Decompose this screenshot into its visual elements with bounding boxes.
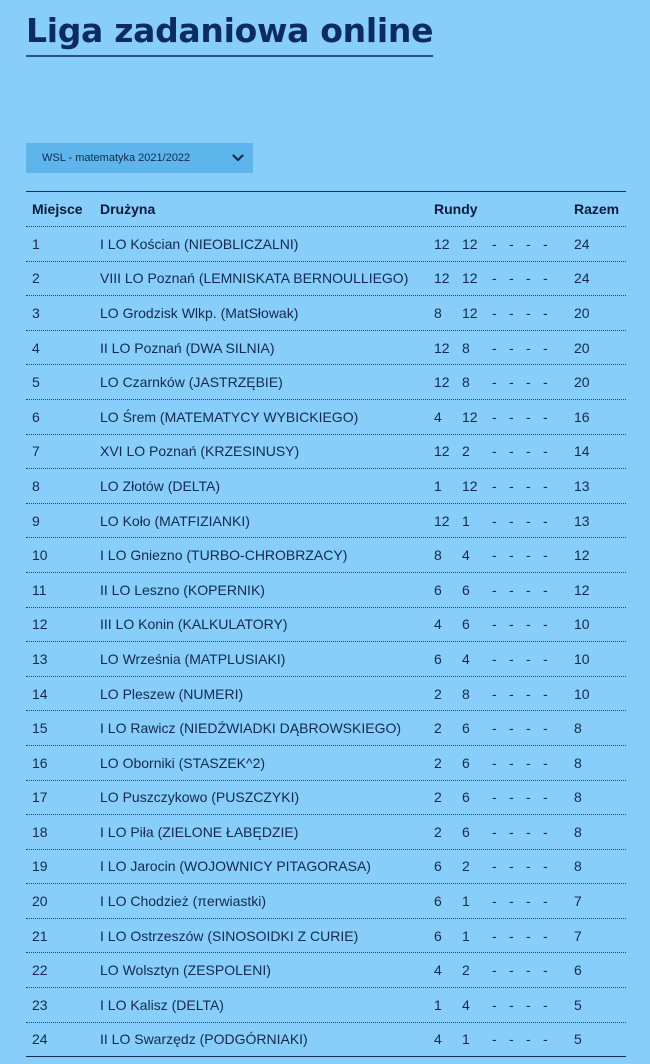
cell-round-2: 8 (462, 339, 470, 356)
cell-round-1: 12 (434, 339, 450, 356)
table-header-row (26, 192, 626, 226)
cell-round-6: - (543, 408, 548, 425)
cell-round-3: - (492, 720, 497, 737)
cell-round-4: - (509, 547, 514, 564)
cell-rounds (434, 755, 574, 771)
table-row (26, 987, 626, 1022)
standings-table (26, 191, 626, 1057)
cell-round-4: - (509, 235, 514, 252)
table-row (26, 399, 626, 434)
cell-rounds (434, 997, 574, 1013)
cell-round-5: - (526, 304, 531, 321)
cell-round-2: 4 (462, 547, 470, 564)
cell-round-3: - (492, 893, 497, 910)
cell-total: 7 (574, 927, 582, 944)
table-row (26, 261, 626, 296)
cell-round-5: - (526, 685, 531, 702)
cell-rounds (434, 513, 574, 529)
table-row (26, 849, 626, 884)
cell-round-4: - (509, 616, 514, 633)
cell-round-6: - (543, 720, 548, 737)
cell-total: 16 (574, 408, 590, 425)
table-row (26, 641, 626, 676)
cell-place: 1 (32, 235, 40, 252)
cell-round-6: - (543, 339, 548, 356)
cell-team: I LO Chodzież (πerwiastki) (100, 893, 267, 910)
cell-place: 23 (32, 996, 48, 1013)
cell-round-3: - (492, 789, 497, 806)
table-row (26, 952, 626, 987)
cell-rounds (434, 789, 574, 805)
cell-round-3: - (492, 304, 497, 321)
cell-round-6: - (543, 443, 548, 460)
cell-round-4: - (509, 477, 514, 494)
cell-place: 11 (32, 581, 47, 598)
cell-round-5: - (526, 962, 531, 979)
cell-total: 5 (574, 1031, 582, 1048)
cell-round-1: 4 (434, 962, 442, 979)
cell-round-1: 2 (434, 685, 442, 702)
cell-round-1: 6 (434, 650, 442, 667)
cell-place: 7 (32, 443, 40, 460)
cell-round-5: - (526, 374, 531, 391)
cell-round-3: - (492, 374, 497, 391)
cell-total: 24 (574, 235, 590, 252)
cell-round-5: - (526, 443, 531, 460)
cell-total: 20 (574, 304, 590, 321)
table-row (26, 745, 626, 780)
cell-round-5: - (526, 477, 531, 494)
cell-round-5: - (526, 650, 531, 667)
cell-total: 5 (574, 996, 582, 1013)
cell-total: 24 (574, 270, 590, 287)
cell-total: 8 (574, 789, 582, 806)
cell-round-2: 6 (462, 789, 470, 806)
table-row (26, 710, 626, 745)
cell-round-5: - (526, 996, 531, 1013)
cell-total: 12 (574, 581, 590, 598)
cell-round-1: 6 (434, 858, 442, 875)
cell-round-6: - (543, 685, 548, 702)
cell-place: 14 (32, 685, 48, 702)
cell-round-1: 1 (434, 477, 442, 494)
table-row (26, 364, 626, 399)
cell-place: 9 (32, 512, 40, 529)
column-header-team: Drużyna (100, 201, 156, 217)
cell-round-3: - (492, 616, 497, 633)
cell-total: 13 (574, 512, 590, 529)
cell-total: 10 (574, 685, 590, 702)
cell-team: II LO Poznań (DWA SILNIA) (100, 339, 275, 356)
cell-team: I LO Piła (ZIELONE ŁABĘDZIE) (100, 823, 299, 840)
cell-round-5: - (526, 512, 531, 529)
cell-total: 8 (574, 858, 582, 875)
cell-round-4: - (509, 408, 514, 425)
cell-rounds (434, 478, 574, 494)
cell-round-1: 12 (434, 374, 450, 391)
cell-round-2: 8 (462, 685, 470, 702)
cell-team: LO Wolsztyn (ZESPOLENI) (100, 962, 271, 979)
cell-round-6: - (543, 270, 548, 287)
cell-round-6: - (543, 927, 548, 944)
cell-round-1: 6 (434, 581, 442, 598)
table-row (26, 468, 626, 503)
cell-round-1: 12 (434, 270, 450, 287)
page-title: Liga zadaniowa online (26, 8, 433, 57)
cell-round-1: 1 (434, 996, 442, 1013)
cell-rounds (434, 962, 574, 978)
cell-round-4: - (509, 650, 514, 667)
cell-team: XVI LO Poznań (KRZESINUSY) (100, 443, 300, 460)
cell-round-3: - (492, 685, 497, 702)
cell-round-2: 8 (462, 374, 470, 391)
cell-total: 13 (574, 477, 590, 494)
cell-round-4: - (509, 443, 514, 460)
table-row (26, 780, 626, 815)
cell-round-2: 6 (462, 616, 470, 633)
cell-team: I LO Gniezno (TURBO-CHROBRZACY) (100, 547, 348, 564)
cell-round-5: - (526, 927, 531, 944)
cell-round-6: - (543, 235, 548, 252)
cell-round-4: - (509, 893, 514, 910)
cell-rounds (434, 340, 574, 356)
cell-round-6: - (543, 374, 548, 391)
cell-round-3: - (492, 858, 497, 875)
cell-round-3: - (492, 512, 497, 529)
cell-total: 14 (574, 443, 590, 460)
cell-round-1: 2 (434, 720, 442, 737)
table-row (26, 918, 626, 953)
cell-round-2: 1 (462, 927, 470, 944)
cell-round-5: - (526, 270, 531, 287)
cell-round-4: - (509, 962, 514, 979)
cell-round-1: 2 (434, 789, 442, 806)
cell-round-2: 2 (462, 962, 470, 979)
cell-place: 10 (32, 547, 48, 564)
cell-team: I LO Kalisz (DELTA) (100, 996, 224, 1013)
cell-rounds (434, 824, 574, 840)
cell-round-2: 12 (462, 270, 478, 287)
cell-total: 10 (574, 650, 590, 667)
cell-total: 12 (574, 547, 590, 564)
cell-team: II LO Leszno (KOPERNIK) (100, 581, 265, 598)
cell-round-2: 6 (462, 581, 470, 598)
column-header-place: Miejsce (32, 201, 83, 217)
cell-round-2: 12 (462, 408, 478, 425)
cell-round-5: - (526, 789, 531, 806)
cell-team: LO Koło (MATFIZIANKI) (100, 512, 250, 529)
cell-round-6: - (543, 893, 548, 910)
cell-round-3: - (492, 408, 497, 425)
cell-round-2: 6 (462, 823, 470, 840)
cell-place: 4 (32, 339, 40, 356)
cell-round-2: 6 (462, 720, 470, 737)
cell-rounds (434, 928, 574, 944)
cell-team: LO Złotów (DELTA) (100, 477, 221, 494)
cell-round-1: 6 (434, 927, 442, 944)
cell-rounds (434, 443, 574, 459)
cell-round-4: - (509, 685, 514, 702)
cell-round-5: - (526, 754, 531, 771)
cell-round-6: - (543, 1031, 548, 1048)
cell-place: 8 (32, 477, 40, 494)
cell-place: 2 (32, 270, 40, 287)
table-row (26, 330, 626, 365)
cell-team: III LO Konin (KALKULATORY) (100, 616, 288, 633)
table-row (26, 434, 626, 469)
cell-team: I LO Jarocin (WOJOWNICY PITAGORASA) (100, 858, 371, 875)
cell-place: 19 (32, 858, 48, 875)
cell-round-6: - (543, 823, 548, 840)
cell-round-4: - (509, 858, 514, 875)
cell-rounds (434, 720, 574, 736)
cell-place: 3 (32, 304, 40, 321)
cell-round-6: - (543, 650, 548, 667)
cell-round-4: - (509, 720, 514, 737)
cell-round-3: - (492, 235, 497, 252)
cell-round-3: - (492, 1031, 497, 1048)
cell-round-5: - (526, 235, 531, 252)
cell-round-2: 4 (462, 650, 470, 667)
cell-round-6: - (543, 616, 548, 633)
cell-place: 16 (32, 754, 48, 771)
cell-team: LO Oborniki (STASZEK^2) (100, 754, 266, 771)
cell-round-3: - (492, 547, 497, 564)
cell-team: LO Grodzisk Wlkp. (MatSłowak) (100, 304, 299, 321)
cell-team: LO Czarnków (JASTRZĘBIE) (100, 374, 283, 391)
cell-round-6: - (543, 858, 548, 875)
cell-round-3: - (492, 996, 497, 1013)
cell-round-5: - (526, 581, 531, 598)
cell-total: 10 (574, 616, 590, 633)
cell-total: 20 (574, 339, 590, 356)
cell-round-4: - (509, 1031, 514, 1048)
season-select[interactable] (26, 143, 253, 173)
season-select-value: WSL - matematyka 2021/2022 (42, 152, 191, 164)
cell-rounds (434, 893, 574, 909)
cell-rounds (434, 409, 574, 425)
cell-round-2: 12 (462, 477, 478, 494)
cell-total: 20 (574, 374, 590, 391)
cell-rounds (434, 374, 574, 390)
cell-round-4: - (509, 754, 514, 771)
cell-team: LO Września (MATPLUSIAKI) (100, 650, 286, 667)
cell-rounds (434, 651, 574, 667)
table-row (26, 572, 626, 607)
cell-round-6: - (543, 962, 548, 979)
cell-rounds (434, 858, 574, 874)
cell-round-4: - (509, 339, 514, 356)
table-row (26, 883, 626, 918)
cell-round-6: - (543, 789, 548, 806)
cell-round-4: - (509, 270, 514, 287)
table-row (26, 814, 626, 849)
cell-total: 7 (574, 893, 582, 910)
cell-round-6: - (543, 547, 548, 564)
cell-round-3: - (492, 927, 497, 944)
cell-place: 21 (32, 927, 48, 944)
cell-round-4: - (509, 927, 514, 944)
table-row (26, 676, 626, 711)
cell-rounds (434, 270, 574, 286)
cell-total: 8 (574, 754, 582, 771)
cell-round-2: 2 (462, 443, 470, 460)
cell-round-2: 1 (462, 512, 470, 529)
cell-round-3: - (492, 443, 497, 460)
cell-round-3: - (492, 962, 497, 979)
cell-place: 13 (32, 650, 48, 667)
cell-round-3: - (492, 754, 497, 771)
cell-round-6: - (543, 304, 548, 321)
chevron-down-icon (231, 151, 245, 165)
cell-round-1: 4 (434, 408, 442, 425)
cell-team: LO Puszczykowo (PUSZCZYKI) (100, 789, 300, 806)
cell-round-1: 12 (434, 235, 450, 252)
cell-round-3: - (492, 477, 497, 494)
cell-rounds (434, 305, 574, 321)
cell-round-2: 12 (462, 235, 478, 252)
cell-round-4: - (509, 581, 514, 598)
cell-round-2: 4 (462, 996, 470, 1013)
cell-team: I LO Ostrzeszów (SINOSOIDKI Z CURIE) (100, 927, 359, 944)
table-row (26, 295, 626, 330)
cell-rounds (434, 616, 574, 632)
cell-round-1: 12 (434, 443, 450, 460)
cell-round-1: 4 (434, 616, 442, 633)
cell-place: 24 (32, 1031, 48, 1048)
cell-rounds (434, 236, 574, 252)
cell-total: 6 (574, 962, 582, 979)
table-body (26, 226, 626, 1056)
cell-place: 12 (32, 616, 48, 633)
cell-round-1: 2 (434, 754, 442, 771)
cell-round-2: 12 (462, 304, 478, 321)
cell-place: 6 (32, 408, 40, 425)
cell-total: 8 (574, 720, 582, 737)
cell-team: VIII LO Poznań (LEMNISKATA BERNOULLIEGO) (100, 270, 409, 287)
cell-team: II LO Swarzędz (PODGÓRNIAKI) (100, 1031, 308, 1048)
cell-rounds (434, 547, 574, 563)
cell-rounds (434, 582, 574, 598)
table-row (26, 537, 626, 572)
cell-round-4: - (509, 512, 514, 529)
column-header-rounds: Rundy (434, 201, 478, 217)
cell-place: 20 (32, 893, 48, 910)
cell-round-2: 2 (462, 858, 470, 875)
cell-round-1: 8 (434, 547, 442, 564)
cell-round-4: - (509, 304, 514, 321)
cell-round-6: - (543, 477, 548, 494)
cell-round-5: - (526, 1031, 531, 1048)
cell-round-1: 12 (434, 512, 450, 529)
cell-round-5: - (526, 858, 531, 875)
cell-round-3: - (492, 270, 497, 287)
cell-round-1: 8 (434, 304, 442, 321)
cell-round-4: - (509, 823, 514, 840)
cell-total: 8 (574, 823, 582, 840)
cell-round-6: - (543, 581, 548, 598)
column-header-total: Razem (574, 201, 620, 217)
cell-round-3: - (492, 339, 497, 356)
cell-place: 15 (32, 720, 48, 737)
cell-round-3: - (492, 650, 497, 667)
cell-round-5: - (526, 339, 531, 356)
cell-team: LO Śrem (MATEMATYCY WYBICKIEGO) (100, 408, 359, 425)
cell-round-5: - (526, 616, 531, 633)
cell-round-2: 6 (462, 754, 470, 771)
cell-place: 22 (32, 962, 48, 979)
cell-team: I LO Kościan (NIEOBLICZALNI) (100, 235, 299, 252)
cell-round-4: - (509, 789, 514, 806)
cell-round-5: - (526, 893, 531, 910)
table-row (26, 1022, 626, 1057)
cell-round-2: 1 (462, 893, 470, 910)
cell-rounds (434, 686, 574, 702)
cell-round-5: - (526, 547, 531, 564)
cell-round-1: 4 (434, 1031, 442, 1048)
table-row (26, 226, 626, 261)
cell-place: 18 (32, 823, 48, 840)
cell-round-1: 6 (434, 893, 442, 910)
cell-rounds (434, 1031, 574, 1047)
cell-place: 5 (32, 374, 40, 391)
cell-round-3: - (492, 581, 497, 598)
cell-place: 17 (32, 789, 48, 806)
table-row (26, 607, 626, 642)
cell-round-1: 2 (434, 823, 442, 840)
cell-round-5: - (526, 823, 531, 840)
cell-round-3: - (492, 823, 497, 840)
cell-round-5: - (526, 720, 531, 737)
cell-round-6: - (543, 996, 548, 1013)
cell-round-5: - (526, 408, 531, 425)
cell-round-6: - (543, 754, 548, 771)
cell-team: LO Pleszew (NUMERI) (100, 685, 244, 702)
cell-round-6: - (543, 512, 548, 529)
table-row (26, 503, 626, 538)
cell-round-4: - (509, 374, 514, 391)
cell-team: I LO Rawicz (NIEDŹWIADKI DĄBROWSKIEGO) (100, 720, 402, 737)
cell-round-2: 1 (462, 1031, 470, 1048)
cell-round-4: - (509, 996, 514, 1013)
